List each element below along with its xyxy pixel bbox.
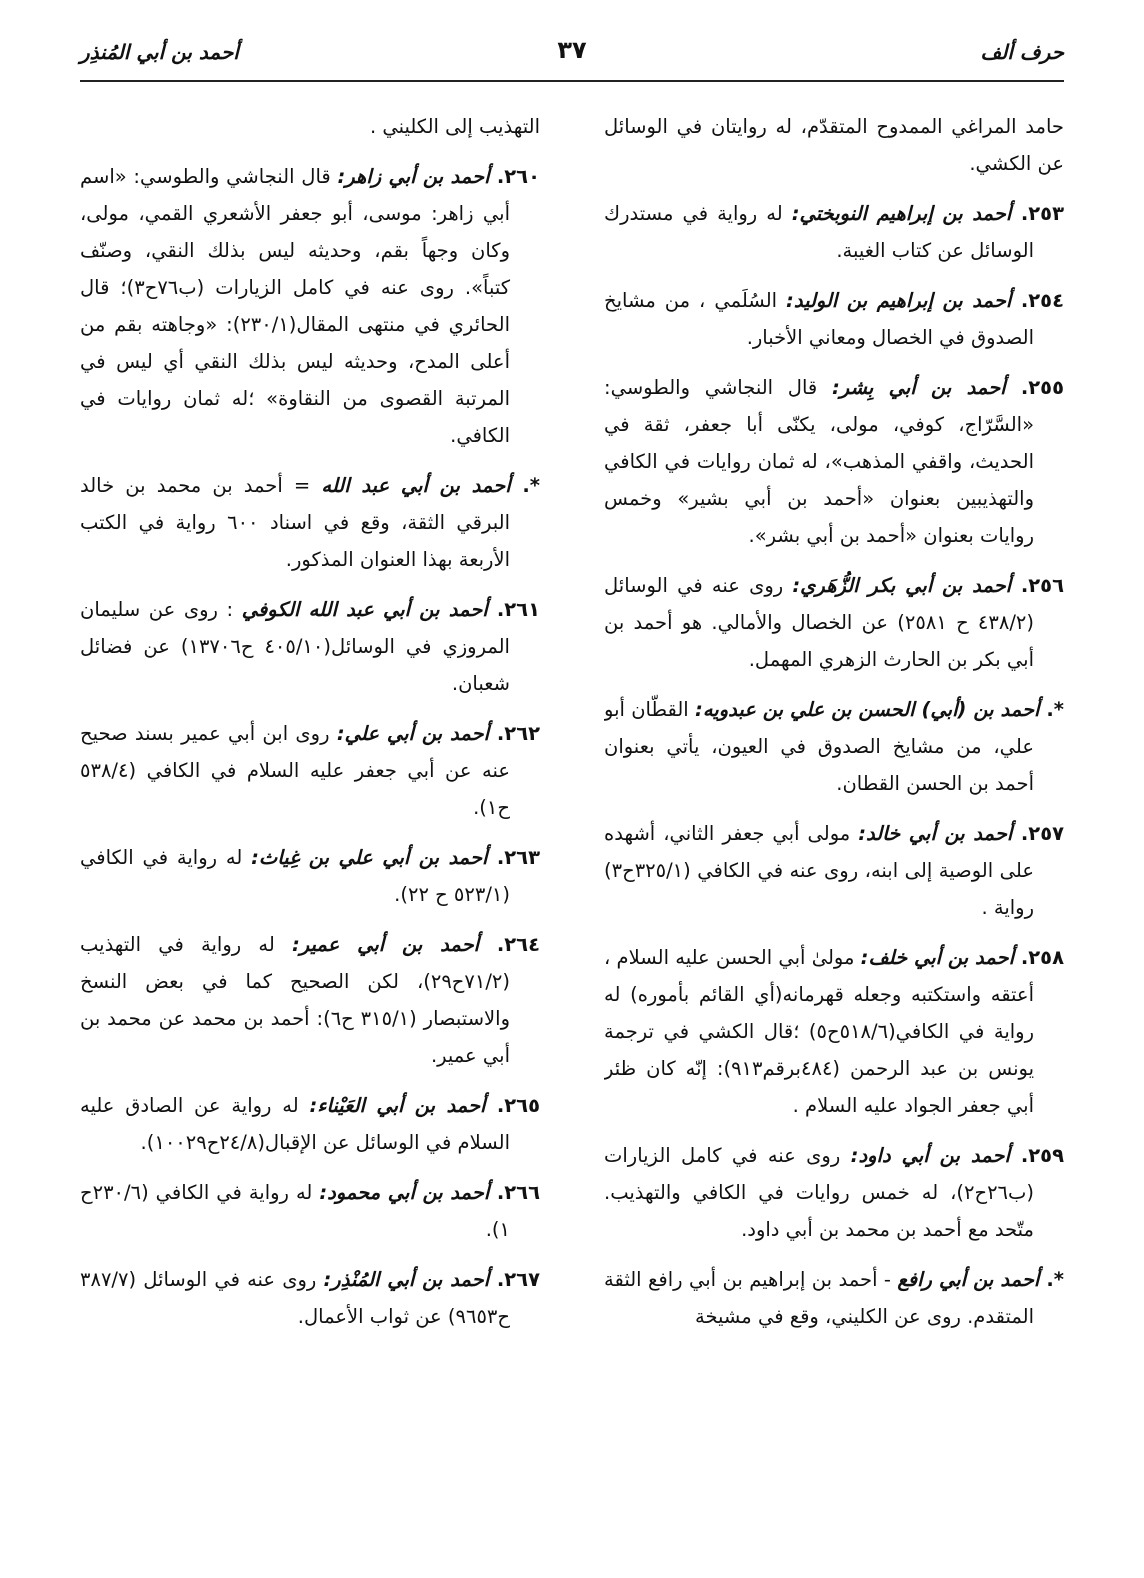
entry-number: ٢٥٤. [1011, 289, 1064, 312]
entry-name: أحمد بن أبي خلف: [860, 946, 1015, 969]
entry-text: له رواية في مستدرك الوسائل عن كتاب الغيبة. [604, 202, 1034, 262]
entry-name: أحمد بن أبي خالد: [858, 822, 1013, 845]
entry-number: ٢٦٤. [479, 933, 540, 956]
entry-text: قال النجاشي والطوسي: «السَّرّاج، كوفي، مولى، يكنّى أبا جعفر، ثقة في الحديث، واقفي المذهب»، له ثمان روايات في الكافي والتهذيبين بعنوان «أحمد بن أبي بشير» وخمس روايات بعنوان «أحمد بن أبي بشر». [604, 376, 1034, 547]
entry-text: روى عنه في كامل الزيارات (ب٢٦ح٢)، له خمس روايات في الكافي والتهذيب. متّحد مع أحمد بن محمد بن أبي داود. [604, 1144, 1034, 1241]
entry-text: التهذيب إلى الكليني . [369, 115, 540, 138]
entry-text: روى عنه في الوسائل (٣٨٧/٧ ح٩٦٥٣) عن ثواب الأعمال. [80, 1268, 510, 1328]
entry-number: ٢٦١. [487, 598, 540, 621]
entry-number: *. [510, 474, 540, 497]
entry [604, 691, 1064, 802]
entry-number: ٢٦٥. [485, 1094, 540, 1117]
entry [80, 839, 540, 913]
entry-text: له رواية عن الصادق عليه السلام في الوسائل عن الإقبال(٢٤/٨ح١٠٠٢٩). [80, 1094, 510, 1154]
entry-name: أحمد بن أبي علي بن غِياث: [251, 846, 488, 869]
entry-text: : روى عن سليمان المروزي في الوسائل(٤٠٥/١٠ ح١٣٧٠٦) عن فضائل شعبان. [80, 598, 510, 695]
entry-name: أحمد بن أبي العَيْناء: [309, 1094, 486, 1117]
entry [604, 567, 1064, 678]
entry [80, 1174, 540, 1248]
entry [80, 926, 540, 1074]
entry-number: ٢٥٧. [1012, 822, 1064, 845]
entry-name: أحمد بن أبي المُنْذِر: [323, 1268, 490, 1291]
entry-number: ٢٥٦. [1011, 574, 1064, 597]
entry-name: أحمد بن إبراهيم النوبختي: [791, 202, 1012, 225]
left-column [80, 108, 540, 1548]
running-head-chapter: حرف ألف [980, 40, 1064, 64]
entry-number: ٢٦٧. [489, 1268, 540, 1291]
entry [604, 939, 1064, 1124]
right-column [604, 108, 1064, 1548]
header-rule [80, 80, 1064, 82]
entry-text: له رواية في الكافي (٥٢٣/١ ح ٢٢). [80, 846, 510, 906]
entry-number: ٢٥٣. [1011, 202, 1064, 225]
entry-text: مولى أبي جعفر الثاني، أشهده على الوصية إلى ابنه، روى عنه في الكافي (٣٢٥/١ح٣) رواية . [604, 822, 1034, 919]
page-number: ٣٧ [557, 36, 587, 64]
entry-number: ٢٥٩. [1009, 1144, 1064, 1167]
entry-text: السُلَمي ، من مشايخ الصدوق في الخصال ومعاني الأخبار. [604, 289, 1034, 349]
entry-text: حامد المراغي الممدوح المتقدّم، له روايتان في الوسائل عن الكشي. [604, 115, 1064, 175]
entry-name: أحمد بن أبي عبد الله الكوفي [241, 598, 488, 621]
entry-number: *. [1039, 1268, 1064, 1291]
entry [80, 1087, 540, 1161]
entry-name: أحمد بن أبي زاهر: [337, 165, 490, 188]
entry-number: ٢٦٦. [489, 1181, 540, 1204]
entry-number: ٢٦٣. [487, 846, 540, 869]
entry-name: أحمد بن أبي داود: [850, 1144, 1010, 1167]
running-head-entry: أحمد بن أبي المُنذِر [80, 40, 239, 64]
entry-name: أحمد بن إبراهيم بن الوليد: [786, 289, 1012, 312]
entry [604, 369, 1064, 554]
entry [80, 467, 540, 578]
entry [80, 1261, 540, 1335]
entry-number: ٢٦٠. [489, 165, 540, 188]
entry-number: ٢٥٥. [1005, 376, 1064, 399]
entry [604, 1137, 1064, 1248]
entry-text: = أحمد بن محمد بن خالد البرقي الثقة، وقع في اسناد ٦٠٠ رواية في الكتب الأربعة بهذا العنوان المذكور. [80, 474, 510, 571]
entry-text: - أحمد بن إبراهيم بن أبي رافع الثقة المتقدم. روى عن الكليني، وقع في مشيخة [604, 1268, 1034, 1328]
entry-name: أحمد بن أبي عبد الله [321, 474, 511, 497]
entry-text: قال النجاشي والطوسي: «اسم أبي زاهر: موسى، أبو جعفر الأشعري القمي، مولى، وكان وجهاً بقم، وحديثه ليس بذلك النقي، وصنّف كتباً». روى عنه في كامل الزيارات (ب٧٦ح٣)؛ قال الحائري في منتهى المقال(٢٣٠/١): «وجاهته بقم من أعلى المدح، وحديثه ليس بذلك النقي أي ليس في المرتبة القصوى من النقاوة» ؛له ثمان روايات في الكافي. [80, 165, 511, 447]
entry-number: ٢٥٨. [1014, 946, 1064, 969]
entry-name: أحمد بن أبي بِشر: [831, 376, 1006, 399]
entry-name: أحمد بن أبي بكر الزُّهَري: [792, 574, 1012, 597]
entry-text: له رواية في التهذيب (٧١/٢ح٢٩)، لكن الصحيح كما في بعض النسخ والاستبصار (٣١٥/١ ح٦): أحمد بن محمد عن محمد بن أبي عمير. [80, 933, 510, 1067]
entry-name: أحمد بن أبي محمود: [319, 1181, 490, 1204]
entry-text: مولىٰ أبي الحسن عليه السلام ، أعتقه واستكتبه وجعله قهرمانه(أي القائم بأموره) له رواية في الكافي(٥١٨/٦ح٥) ؛قال الكشي في ترجمة يونس بن عبد الرحمن (٤٨٤برقم٩١٣): إنّه كان ظئر أبي جعفر الجواد عليه السلام . [604, 946, 1034, 1117]
entry-text: روى ابن أبي عمير بسند صحيح عنه عن أبي جعفر عليه السلام في الكافي (٥٣٨/٤ ح١). [80, 722, 510, 819]
entry [604, 195, 1064, 269]
entry [80, 715, 540, 826]
entry-number: ٢٦٢. [488, 722, 540, 745]
entry-text: القطّان أبو علي، من مشايخ الصدوق في العيون، يأتي بعنوان أحمد بن الحسن القطان. [604, 698, 1034, 795]
entry [604, 1261, 1064, 1335]
entry-name: أحمد بن (أبي) الحسن بن علي بن عبدويه: [695, 698, 1040, 721]
entry [604, 108, 1064, 182]
entry [80, 158, 540, 454]
entry-text: روى عنه في الوسائل (٤٣٨/٢ ح ٢٥٨١) عن الخصال والأمالي. هو أحمد بن أبي بكر بن الحارث الزهري المهمل. [604, 574, 1034, 671]
entry [80, 108, 540, 145]
entry-number: *. [1039, 698, 1064, 721]
entry-name: أحمد بن أبي علي: [336, 722, 489, 745]
entry [604, 282, 1064, 356]
entry [604, 815, 1064, 926]
entry-name: أحمد بن أبي رافع [897, 1268, 1040, 1291]
entry-name: أحمد بن أبي عمير: [291, 933, 480, 956]
entry-text: له رواية في الكافي (٢٣٠/٦ح ١). [80, 1181, 510, 1241]
entry [80, 591, 540, 702]
